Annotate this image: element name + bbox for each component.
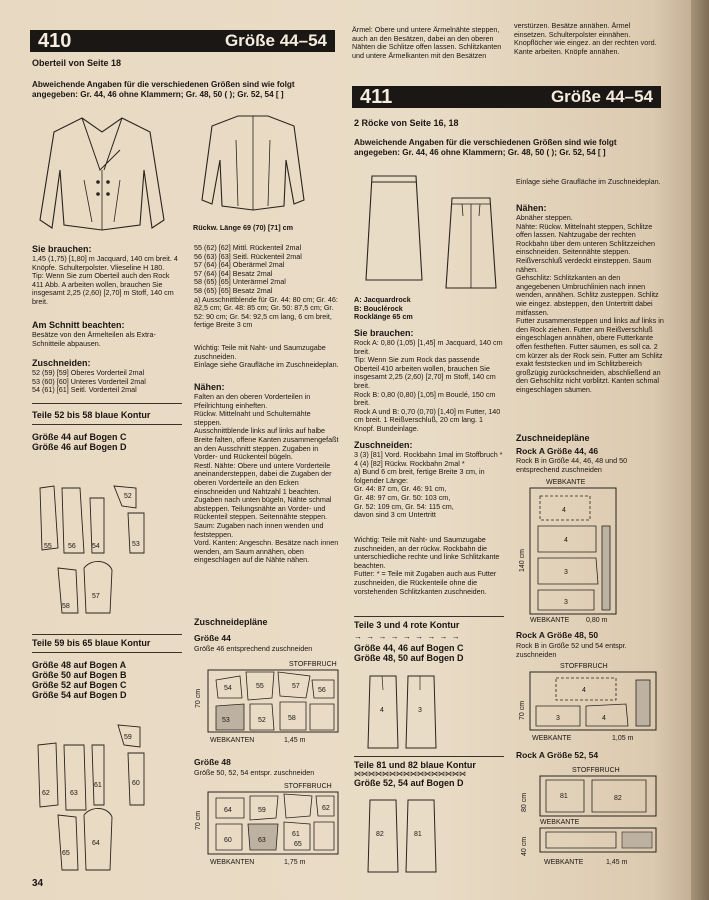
svg-text:65: 65 xyxy=(62,850,70,857)
width-label: 80 cm xyxy=(521,792,528,812)
bogen-3-4: Größe 44, 46 auf Bogen C Größe 48, 50 auf Bogen D xyxy=(354,643,464,663)
svg-text:4: 4 xyxy=(582,687,586,694)
bogen-81-82: Größe 52, 54 auf Bogen D xyxy=(354,778,464,788)
svg-text:64: 64 xyxy=(92,840,100,847)
svg-text:62: 62 xyxy=(322,805,330,812)
bogen-48-54: Größe 48 auf Bogen A Größe 50 auf Bogen B Größe 52 auf Bogen C Größe 54 auf Bogen D xyxy=(32,660,127,700)
svg-text:54: 54 xyxy=(224,685,232,692)
svg-text:4: 4 xyxy=(380,707,384,714)
svg-text:81: 81 xyxy=(560,793,568,800)
wichtig-410: Wichtig: Teile mit Naht- und Saumzugabe zuschneiden. Einlage siehe Graufläche im Zuschneideplan. xyxy=(194,343,339,370)
width-label: 70 cm xyxy=(195,688,202,708)
zuschneiden-heading-410: Zuschneiden: xyxy=(32,358,91,368)
magazine-page: 410 Größe 44–54 Oberteil von Seite 18 Abweichende Angaben für die verschiedenen Größen sind wie folgt angegeben: Gr. 44, 46 ohne Klammern; Gr. 48, 50 ( ); Gr. 52, 54 [ ] Rückw. Länge 69 (70) [71] cm Sie brauchen: 1,45 (1,75) [1,80] m Jacquard, 140 cm breit. 4 Knöpfe. Schulterpolster. Vlieseline H 180. Tip: Wenn Sie zum Oberteil auch den Rock 411 Abb. A arbeiten wollen, brauchen Sie insgesamt 2,25 (2,60) [2,70] m Stoff, 140 cm breit. Am Schnitt beachten: Besätze von den Ärmelteilen als Extra-Schnitteile abpausen. Zuschneiden: 52 (59) [59] Oberes Vorderteil 2mal 53 (60) [60] Unteres Vorderteil 2mal 54 (61) [61] Seitl. Vorderteil 2mal 55 (62) [62] Mittl. Rückenteil 2mal 56 (63) [63] Seitl. Rückenteil 2mal 57 (64) [64] Oberärmel 2mal 57 (64) [64] Besatz 2mal 58 (65) [65] Unterärmel 2mal 58 (65) [65] Besatz 2mal a) Ausschnittblende für Gr. 44: 80 cm; Gr. 46: 82,5 cm; Gr. 48: 85 cm; Gr. 50: 87,5 cm; Gr. 52: 90 cm; Gr. 54: 92,5 cm lang, 6 cm breit, fertige Breite 3 cm Wichtig: Teile mit Naht- und Saumzugabe zuschneiden. Einlage siehe Graufläche im Zuschneideplan. Nähen: Falten an den oberen Vorderteilen in Pfeilrichtung einheften. Rückw. Mittelnaht und Schulternähte steppen. Ausschnittblende links auf links auf halbe Breite falten, offene Kanten zusammengefaßt an den Ausschnitt steppen. Zugaben in Vorder- und Rückenteil bügeln. Restl. Nähte: Obere und untere Vorderteile aneinandersteppen, dabei die Zugaben der oberen Vorderteile an den Ecken einschneiden und Nahtzahl 1 beachten. Zugaben nach unten bügeln, Nähte schmal absteppen. Teilungsnähte an Vorder- und Rückenteil steppen. Seitennähte steppen. Saum: Zugaben nach innen wenden und feststeppen. Vord. Kanten: Angeschn. Besätze nach innen wenden, am Saum annähen, oben eingeschlagen auf die Nähte nähen. Ärmel: Obere und untere Ärmelnähte steppen, auch an den Besätzen, dabei an den oberen Nähten die Schlitze offen lassen. Schlitzkanten und untere Ärmelkanten mit den Besätzen verstürzen. Besätze annähen. Ärmel einsetzen. Schulterpolster einnähen. Knopflöcher wie eingez. an der rechten vord. Kante arbeiten. Knöpfe annähen. Teile 52 bis 58 blaue Kontur Größe 44 auf Bogen C Größe 46 auf Bogen D 55 56 54 53 52 58 57 Teile 59 bis 65 blaue Kontur Größe 48 auf Bogen A Größe 50 auf Bogen B Größe 52 auf Bogen C Größe 54 auf Bogen D 62 63 61 60 59 65 64 Zuschneidepläne Größe 44 Größe 46 entsprechend zuschneiden STOFFBRUCH 55 57 54 53 52 58 56 70 cm WEBKANTEN 1,45 m Größe 48 Größe 50, 52, 54 entspr. zuschneiden STOFFBRUCH 64 59 62 61 60 63 65 70 cm WEBKANTEN 1,75 m 34 411 Größe 44–54 2 Röcke von Seite 16, 18 Abweichende Angaben für die verschiedenen Größen sind wie folgt angegeben: Gr. 44, 46 ohne Klammern; Gr. 48, 50 ( ); Gr. 52, 54 [ ] A: Jacquardrock B: Bouclérock Rocklänge 65 cm Sie brauchen: Rock A: 0,80 (1,05) [1,45] m Jacquard, 140 cm breit. Tip: Wenn Sie zum Rock das passende Oberteil 410 arbeiten wollen, brauchen Sie insgesamt 2,25 (2,60) [2,70] m Stoff, 140 cm breit. Rock B: 0,80 (0,80) [1,05] m Bouclé, 150 cm breit. Rock A und B: 0,70 (0,70) [1,40] m Futter, 140 cm breit. 1 Reißverschluß, 20 cm lang. 1 Knopf. Bundeinlage. Zuschneiden: 3 (3) [81] Vord. Rockbahn 1mal im Stoffbruch * 4 (4) [82] Rückw. Rockbahn 2mal * a) Bund 6 cm breit, fertige Breite 3 cm, in folgender Länge: Gr. 44: 87 cm, Gr. 46: 91 cm, Gr. 48: 97 cm, Gr. 50: 103 cm, Gr. 52: 109 cm, Gr. 54: 115 cm, davon sind 3 cm Untertritt Wichtig: Teile mit Naht- und Saumzugabe zuschneiden, an der rückw. Rockbahn die unterschiedliche rechte und linke Schlitzkante beachten. Futter: * = Teile mit Zugaben auch aus Futter zuschneiden, die Rückenteile ohne die vorstehenden Schlitzkanten zuschneiden. Teile 3 und 4 rote Kontur → → → → → → → → → Größe 44, 46 auf Bogen C Größe 48, 50 auf Bogen D 4 3 Teile 81 und 82 blaue Kontur ⋈⋈⋈⋈⋈⋈⋈⋈⋈⋈⋈⋈⋈⋈⋈⋈ Größe 52, 54 auf Bogen D 82 81 Einlage siehe Graufläche im Zuschneideplan. Nähen: Abnäher steppen. Nähte: Rückw. Mittelnaht steppen, Schlitze offen lassen. Nahtzugabe der rechten Rockbahn über dem unteren Schlitzzeichen einschneiden. Seitennähte steppen. Reißverschluß verdeckt einsteppen. Saum nähen. Gehschlitz: Schlitzkanten an den angegebenen Umbruchlinien nach innen wenden, annähen. Schlitz zusteppen. Schlitz wie eingez. absteppen, den Untertritt dabei mitfassen. Futter zusammensteppen und links auf links in den Rock ziehen. Futter am Reißverschluß eingeschlagen annähen, obere Futterkante offen festheften. Futter säumen, es soll ca. 2 cm kürzer als der Rock sein. Futter am Schlitz exakt feststecken und im Schlitzbereich großzügig zurückschneiden, abschließend an den Gehschlitz nicht vorblitzt. Kanten schmal eingeschlagen säumen. Zuschneidepläne Rock A Größe 44, 46 Rock B in Größe 44, 46, 48 und 50 entsprechend zuschneiden WEBKANTE 4 4 3 3 140 cm WEBKANTE 0,80 m Rock A Größe 48, 50 Rock B in Größe 52 und 54 entspr. zuschneiden STOFFBRUCH 4 3 4 70 cm WEBKANTE 1,05 m Rock A Größe 52, 54 STOFFBRUCH 81 82 WEBKANTE 80 cm 40 cm WEBKANTE 1,45 m xyxy=(0,0,709,900)
teile-52-58: Teile 52 bis 58 blaue Kontur xyxy=(32,410,151,420)
length-label: 1,45 m xyxy=(284,737,306,744)
svg-text:56: 56 xyxy=(68,543,76,550)
deviating-sizes-410: Abweichende Angaben für die verschiedenen Größen sind wie folgt angegeben: Gr. 44, 46 ohne Klammern; Gr. 48, 50 ( ); Gr. 52, 54 [ ] xyxy=(32,80,295,99)
selvage-label: WEBKANTE xyxy=(532,735,572,742)
size-range-411: Größe 44–54 xyxy=(550,87,653,106)
svg-text:52: 52 xyxy=(124,493,132,500)
wichtig-411: Wichtig: Teile mit Naht- und Saumzugabe zuschneiden, an der rückw. Rockbahn die unterschiedliche rechte und linke Schlitzkante beachten. Futter: * = Teile mit Zugaben auch aus Futter zuschneiden, die Rückenteile ohne die vorstehenden Schlitzkanten zuschneiden. xyxy=(354,535,500,596)
width-label: 70 cm xyxy=(519,700,526,720)
teile-3-4: Teile 3 und 4 rote Kontur xyxy=(354,620,460,630)
needs-heading-411: Sie brauchen: xyxy=(354,328,414,338)
svg-text:3: 3 xyxy=(418,707,422,714)
cutting-plan-410-size44 xyxy=(194,658,344,748)
subtitle-410: Oberteil von Seite 18 xyxy=(32,58,122,68)
svg-text:64: 64 xyxy=(224,807,232,814)
cutting-plan-411-A52 xyxy=(516,764,666,869)
planA44-text: Rock B in Größe 44, 46, 48 und 50 entsprechend zuschneiden xyxy=(516,456,628,474)
selvage-label: WEBKANTEN xyxy=(210,737,255,744)
length-label: 1,45 m xyxy=(606,859,628,866)
page-edge-shadow xyxy=(691,0,709,900)
cutting-plan-411-A48 xyxy=(516,660,666,745)
pattern-overview-52-58 xyxy=(32,458,182,618)
svg-text:81: 81 xyxy=(414,831,422,838)
width-label: 140 cm xyxy=(519,549,526,572)
planA44-heading: Rock A Größe 44, 46 xyxy=(516,446,599,456)
svg-text:3: 3 xyxy=(564,569,568,576)
needs-text-411: Rock A: 0,80 (1,05) [1,45] m Jacquard, 140 cm breit. Tip: Wenn Sie zum Rock das passende Oberteil 410 arbeiten wollen, brauchen Sie insgesamt 2,25 (2,60) [2,70] m Stoff, 140 cm breit. Rock B: 0,80 (0,80) [1,05] m Bouclé, 150 cm breit. Rock A und B: 0,70 (0,70) [1,40] m Futter, 140 cm breit. 1 Reißverschluß, 20 cm lang. 1 Knopf. Bundeinlage. xyxy=(354,338,503,433)
width-label: 40 cm xyxy=(521,836,528,856)
svg-text:58: 58 xyxy=(62,603,70,610)
plan44-heading: Größe 44 xyxy=(194,633,231,643)
svg-text:55: 55 xyxy=(44,543,52,550)
selvage-label: WEBKANTE xyxy=(544,859,584,866)
svg-text:52: 52 xyxy=(258,717,266,724)
length-label: 1,75 m xyxy=(284,859,306,866)
size-range-410: Größe 44–54 xyxy=(224,31,327,50)
svg-text:55: 55 xyxy=(256,683,264,690)
skirt-sketches xyxy=(358,168,508,288)
cutting-plan-410-size48 xyxy=(194,780,344,870)
selvage-label: WEBKANTE xyxy=(546,479,586,486)
pattern-number-411: 411 xyxy=(360,85,393,108)
svg-text:60: 60 xyxy=(224,837,232,844)
naehen-text-411: Abnäher steppen. Nähte: Rückw. Mittelnaht steppen, Schlitze offen lassen. Nahtzugabe der rechten Rockbahn über dem unteren Schlitzzeichen einschneiden. Seitennähte steppen. Reißverschluß verdeckt einsteppen. Saum nähen. Gehschlitz: Schlitzkanten an den angegebenen Umbruchlinien nach innen wenden, annähen. Schlitz zusteppen. Schlitz wie eingez. absteppen, den Untertritt dabei mitfassen. Futter zusammensteppen und links auf links in den Rock ziehen. Futter am Reißverschluß eingeschlagen annähen, obere Futterkante offen festheften. Futter säumen, es soll ca. 2 cm kürzer als der Rock sein. Futter am Schlitz exakt feststecken und im Schlitzbereich großzügig zurückschneiden, abschließend an den Gehschlitz nicht vorblitzt. Kanten schmal eingeschlagen säumen. xyxy=(516,213,664,394)
svg-text:3: 3 xyxy=(556,715,560,722)
teile-81-82: Teile 81 und 82 blaue Kontur xyxy=(354,760,476,770)
selvage-label: WEBKANTEN xyxy=(210,859,255,866)
teile-59-65: Teile 59 bis 65 blaue Kontur xyxy=(32,638,151,648)
svg-text:61: 61 xyxy=(292,831,300,838)
svg-text:65: 65 xyxy=(294,841,302,848)
zuschneiden-text-410: 52 (59) [59] Oberes Vorderteil 2mal 53 (60) [60] Unteres Vorderteil 2mal 54 (61) [61] Seitl. Vorderteil 2mal xyxy=(32,368,146,395)
back-length-caption: Rückw. Länge 69 (70) [71] cm xyxy=(193,223,293,232)
svg-text:59: 59 xyxy=(258,807,266,814)
plan-heading-410: Zuschneidepläne xyxy=(194,617,268,627)
svg-text:58: 58 xyxy=(288,715,296,722)
fold-label: STOFFBRUCH xyxy=(572,767,620,774)
plan44-text: Größe 46 entsprechend zuschneiden xyxy=(194,644,313,653)
svg-text:62: 62 xyxy=(42,790,50,797)
zuschneiden-text-411: 3 (3) [81] Vord. Rockbahn 1mal im Stoffbruch * 4 (4) [82] Rückw. Rockbahn 2mal * a) Bund 6 cm breit, fertige Breite 3 cm, in folgender Länge: Gr. 44: 87 cm, Gr. 46: 91 cm, Gr. 48: 97 cm, Gr. 50: 103 cm, Gr. 52: 109 cm, Gr. 54: 115 cm, davon sind 3 cm Untertritt xyxy=(354,450,503,520)
fold-label: STOFFBRUCH xyxy=(560,663,608,670)
jacket-back-sketch xyxy=(198,110,308,215)
naehen-heading-410: Nähen: xyxy=(194,382,225,392)
plan48-text: Größe 50, 52, 54 entspr. zuschneiden xyxy=(194,768,315,777)
pattern-number-410: 410 xyxy=(38,29,72,52)
svg-text:60: 60 xyxy=(132,780,140,787)
bogen-44-46: Größe 44 auf Bogen C Größe 46 auf Bogen D xyxy=(32,432,127,452)
subtitle-411: 2 Röcke von Seite 16, 18 xyxy=(354,118,459,128)
deviating-sizes-411: Abweichende Angaben für die verschiedenen Größen sind wie folgt angegeben: Gr. 44, 46 ohne Klammern; Gr. 48, 50 ( ); Gr. 52, 54 [ ] xyxy=(354,138,617,157)
cut-heading-410: Am Schnitt beachten: xyxy=(32,320,125,330)
cut-text-410: Besätze von den Ärmelteilen als Extra-Schnitteile abpausen. xyxy=(32,330,156,348)
svg-text:82: 82 xyxy=(614,795,622,802)
naehen-top2-410: verstürzen. Besätze annähen. Ärmel einsetzen. Schulterpolster einnähen. Knopflöcher wie eingez. an der rechten vord. Kante arbeiten. Knöpfe annähen. xyxy=(514,21,657,56)
header-bar-410 xyxy=(30,30,335,52)
svg-text:4: 4 xyxy=(564,537,568,544)
svg-text:56: 56 xyxy=(318,687,326,694)
needs-heading-410: Sie brauchen: xyxy=(32,244,92,254)
svg-text:82: 82 xyxy=(376,831,384,838)
selvage-label: WEBKANTE xyxy=(530,617,570,624)
svg-text:3: 3 xyxy=(564,599,568,606)
page-number: 34 xyxy=(32,878,44,889)
svg-text:53: 53 xyxy=(222,717,230,724)
svg-text:4: 4 xyxy=(562,507,566,514)
svg-text:63: 63 xyxy=(258,837,266,844)
naehen-top-410: Ärmel: Obere und untere Ärmelnähte steppen, auch an den Besätzen, dabei an den oberen Nähten die Schlitze offen lassen. Schlitzkanten und untere Ärmelkanten mit den Besätzen xyxy=(352,25,502,60)
zuschneiden-heading-411: Zuschneiden: xyxy=(354,440,413,450)
svg-text:61: 61 xyxy=(94,782,102,789)
skirt-caption: A: Jacquardrock B: Bouclérock Rocklänge 65 cm xyxy=(354,295,413,322)
length-label: 1,05 m xyxy=(612,735,634,742)
planA52-heading: Rock A Größe 52, 54 xyxy=(516,750,599,760)
skirt-pieces-3-4 xyxy=(360,672,500,752)
einlage-411: Einlage siehe Graufläche im Zuschneideplan. xyxy=(516,177,661,186)
naehen-heading-411: Nähen: xyxy=(516,203,547,213)
plan-heading-411: Zuschneidepläne xyxy=(516,433,590,443)
svg-text:53: 53 xyxy=(132,541,140,548)
pattern-overview-59-65 xyxy=(32,705,182,875)
cutting-plan-411-A44 xyxy=(516,474,666,624)
planA48-heading: Rock A Größe 48, 50 xyxy=(516,630,599,640)
svg-text:57: 57 xyxy=(92,593,100,600)
width-label: 70 cm xyxy=(195,810,202,830)
needs-text-410: 1,45 (1,75) [1,80] m Jacquard, 140 cm breit. 4 Knöpfe. Schulterpolster. Vlieseline H 180. Tip: Wenn Sie zum Oberteil auch den Rock 411 Abb. A arbeiten wollen, brauchen Sie insgesamt 2,25 (2,60) [2,70] m Stoff, 140 cm breit. xyxy=(32,254,178,306)
svg-text:4: 4 xyxy=(602,715,606,722)
svg-text:57: 57 xyxy=(292,683,300,690)
selvage-label: WEBKANTE xyxy=(540,819,580,826)
svg-text:63: 63 xyxy=(70,790,78,797)
naehen-text-410: Falten an den oberen Vorderteilen in Pfeilrichtung einheften. Rückw. Mittelnaht und Schulternähte steppen. Ausschnittblende links auf links auf halbe Breite falten, offene Kanten zusammengefaßt an den Ausschnitt steppen. Zugaben in Vorder- und Rückenteil bügeln. Restl. Nähte: Obere und untere Vorderteile aneinandersteppen, dabei die Zugaben der oberen Vorderteile an den Ecken einschneiden und Nahtzahl 1 beachten. Zugaben nach unten bügeln, Nähte schmal absteppen. Teilungsnähte an Vorder- und Rückenteil steppen. Seitennähte steppen. Saum: Zugaben nach innen wenden und feststeppen. Vord. Kanten: Angeschn. Besätze nach innen wenden, am Saum annähen, oben eingeschlagen auf die Nähte nähen. xyxy=(194,392,339,565)
skirt-pieces-81-82 xyxy=(360,796,500,876)
length-label: 0,80 m xyxy=(586,617,608,624)
plan48-heading: Größe 48 xyxy=(194,757,231,767)
svg-text:54: 54 xyxy=(92,543,100,550)
fold-label: STOFFBRUCH xyxy=(284,783,332,790)
header-bar-411 xyxy=(352,86,661,108)
jacket-front-sketch xyxy=(32,110,172,235)
zuschneiden-text2-410: 55 (62) [62] Mittl. Rückenteil 2mal 56 (63) [63] Seitl. Rückenteil 2mal 57 (64) [64] Oberärmel 2mal 57 (64) [64] Besatz 2mal 58 (65) [65] Unterärmel 2mal 58 (65) [65] Besatz 2mal a) Ausschnittblende für Gr. 44: 80 cm; Gr. 46: 82,5 cm; Gr. 48: 85 cm; Gr. 50: 87,5 cm; Gr. 52: 90 cm; Gr. 54: 92,5 cm lang, 6 cm breit, fertige Breite 3 cm xyxy=(194,243,338,330)
planA48-text: Rock B in Größe 52 und 54 entspr. zuschneiden xyxy=(516,641,627,659)
svg-text:59: 59 xyxy=(124,734,132,741)
fold-label: STOFFBRUCH xyxy=(289,661,337,668)
